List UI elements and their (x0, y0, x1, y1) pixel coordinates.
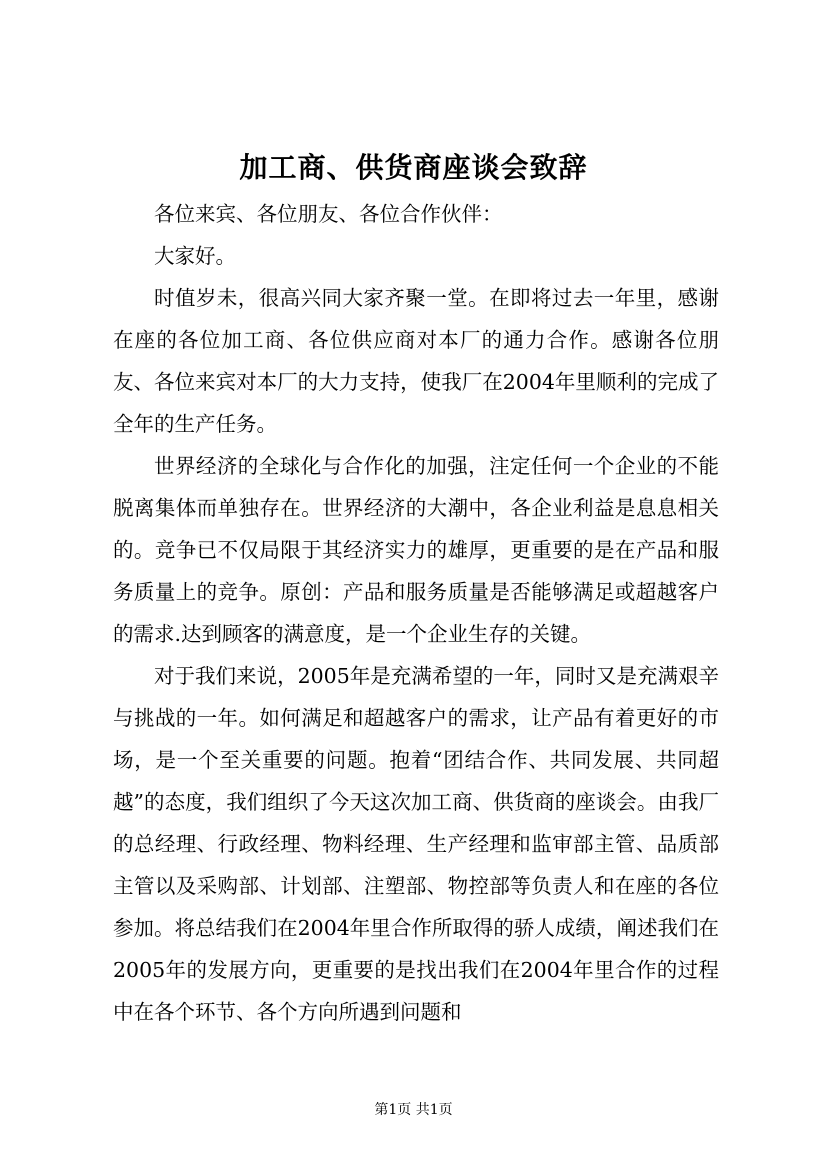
greeting: 大家好。 (154, 244, 236, 268)
salutation: 各位来宾、各位朋友、各位合作伙伴： (154, 202, 503, 226)
page-footer: 第1页 共1页 (374, 1102, 453, 1118)
paragraph-1: 时值岁未，很高兴同大家齐聚一堂。在即将过去一年里，感谢在座的各位加工商、各位供应商对本厂的通力合作。感谢各位朋友、各位来宾对本厂的大力支持，使我厂在2004年里顺利的完成了全年的生产任务。 (113, 286, 719, 436)
document-title: 加工商、供货商座谈会致辞 (239, 151, 588, 184)
document-body (113, 193, 719, 1033)
paragraph-2: 世界经济的全球化与合作化的加强，注定任何一个企业的不能脱离集体而单独存在。世界经济的大潮中，各企业利益是息息相关的。竞争已不仅局限于其经济实力的雄厚，更重要的是在产品和服务质量上的竞争。原创：产品和服务质量是否能够满足或超越客户的需求.达到顾客的满意度，是一个企业生存的关键。 (113, 454, 719, 646)
paragraph-3: 对于我们来说，2005年是充满希望的一年，同时又是充满艰辛与挑战的一年。如何满足和超越客户的需求，让产品有着更好的市场，是一个至关重要的问题。抱着“团结合作、共同发展、共同超越”的态度，我们组织了今天这次加工商、供货商的座谈会。由我厂的总经理、行政经理、物料经理、生产经理和监审部主管、品质部主管以及采购部、计划部、注塑部、物控部等负责人和在座的各位参加。将总结我们在2004年里合作所取得的骄人成绩，阐述我们在2005年的发展方向，更重要的是找出我们在2004年里合作的过程中在各个环节、各个方向所遇到问题和 (113, 664, 719, 1024)
